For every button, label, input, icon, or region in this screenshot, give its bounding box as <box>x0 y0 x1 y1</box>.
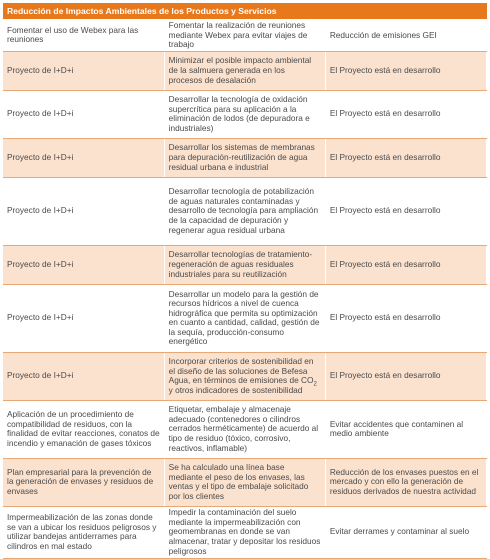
result-cell: El Proyecto está en desarrollo <box>325 352 486 400</box>
description-text: Incorporar criterios de sostenibilidad en el diseño de las soluciones de Befesa Agua, en términos de emisiones de CO <box>168 356 314 386</box>
description-cell: Desarrollar los sistemas de membranas para depuración-reutilización de agua residual urbana e industrial <box>164 138 325 177</box>
action-cell: Proyecto de I+D+i <box>3 352 164 400</box>
table-title: Reducción de Impactos Ambientales de los Productos y Servicios <box>3 3 487 20</box>
action-cell: Proyecto de I+D+i <box>3 138 164 177</box>
description-cell: Desarrollar tecnologías de tratamiento-regeneración de aguas residuales industriales para su reutilización <box>164 245 325 284</box>
table-header-row <box>3 3 487 20</box>
result-cell: El Proyecto está en desarrollo <box>325 90 486 138</box>
description-cell: Impedir la contaminación del suelo mediante la impermeabilización con geomembranas en donde se van almacenar, tratar y depositar los residuos peligrosos <box>164 506 325 558</box>
description-cell: Desarrollar un modelo para la gestión de recursos hídricos a nivel de cuenca hidrográfica que permita su optimización en cuanto a cantidad, calidad, gestión de la sequía, producción-consumo energético <box>164 284 325 352</box>
result-cell: El Proyecto está en desarrollo <box>325 245 486 284</box>
action-cell: Proyecto de I+D+i <box>3 90 164 138</box>
table-row <box>3 284 487 352</box>
table-row <box>3 400 487 458</box>
table-row <box>3 458 487 506</box>
result-cell: Reducción de emisiones GEI <box>325 20 486 52</box>
subscript-two: 2 <box>313 381 317 388</box>
description-cell: Desarrollar la tecnología de oxidación supercrítica para su aplicación a la eliminación de lodos (de depuradora e industriales) <box>164 90 325 138</box>
result-cell: Reducción de los envases puestos en el mercado y con ello la generación de residuos derivados de nuestra actividad <box>325 458 486 506</box>
action-cell: Impermeabilización de las zonas donde se van a ubicar los residuos peligrosos y utilizar bandejas antiderrames para cilindros en mal estado <box>3 506 164 558</box>
result-cell: Evitar accidentes que contaminen al medio ambiente <box>325 400 486 458</box>
action-cell: Plan empresarial para la prevención de la generación de envases y residuos de envases <box>3 458 164 506</box>
action-cell: Fomentar el uso de Webex para las reuniones <box>3 20 164 52</box>
result-cell: Evitar derrames y contaminar al suelo <box>325 506 486 558</box>
result-cell: El Proyecto está en desarrollo <box>325 177 486 245</box>
table-row <box>3 90 487 138</box>
action-cell: Proyecto de I+D+i <box>3 177 164 245</box>
table-row <box>3 245 487 284</box>
table-row <box>3 177 487 245</box>
description-cell: Fomentar la realización de reuniones mediante Webex para evitar viajes de trabajo <box>164 20 325 52</box>
table-row <box>3 352 487 400</box>
table-row <box>3 506 487 558</box>
table-row <box>3 51 487 90</box>
description-cell: Se ha calculado una línea base mediante el peso de los envases, las ventas y el tipo de embalaje solicitado por los clientes <box>164 458 325 506</box>
description-tail: y otros indicadores de sostenibilidad <box>168 384 303 395</box>
description-cell: Etiquetar, embalaje y almacenaje adecuado (contenedores o cilindros cerrados herméticamente) de acuerdo al tipo de residuo (tóxico, corrosivo, reactivos, inflamable) <box>164 400 325 458</box>
action-cell: Aplicación de un procedimiento de compatibilidad de residuos, con la finalidad de evitar reacciones, conatos de incendio y emanación de gases tóxicos <box>3 400 164 458</box>
impact-reduction-table <box>3 3 487 559</box>
result-cell: El Proyecto está en desarrollo <box>325 138 486 177</box>
description-cell: Minimizar el posible impacto ambiental de la salmuera generada en los procesos de desalación <box>164 51 325 90</box>
action-cell: Proyecto de I+D+i <box>3 51 164 90</box>
description-cell <box>164 352 325 400</box>
result-cell: El Proyecto está en desarrollo <box>325 284 486 352</box>
action-cell: Proyecto de I+D+i <box>3 284 164 352</box>
table-row <box>3 138 487 177</box>
result-cell: El Proyecto está en desarrollo <box>325 51 486 90</box>
description-cell: Desarrollar tecnología de potabilización de aguas naturales contaminadas y desarrollo de tecnología para ampliación de la capacidad de depuración y regenerar agua residual urbana <box>164 177 325 245</box>
action-cell: Proyecto de I+D+i <box>3 245 164 284</box>
table-row <box>3 20 487 52</box>
